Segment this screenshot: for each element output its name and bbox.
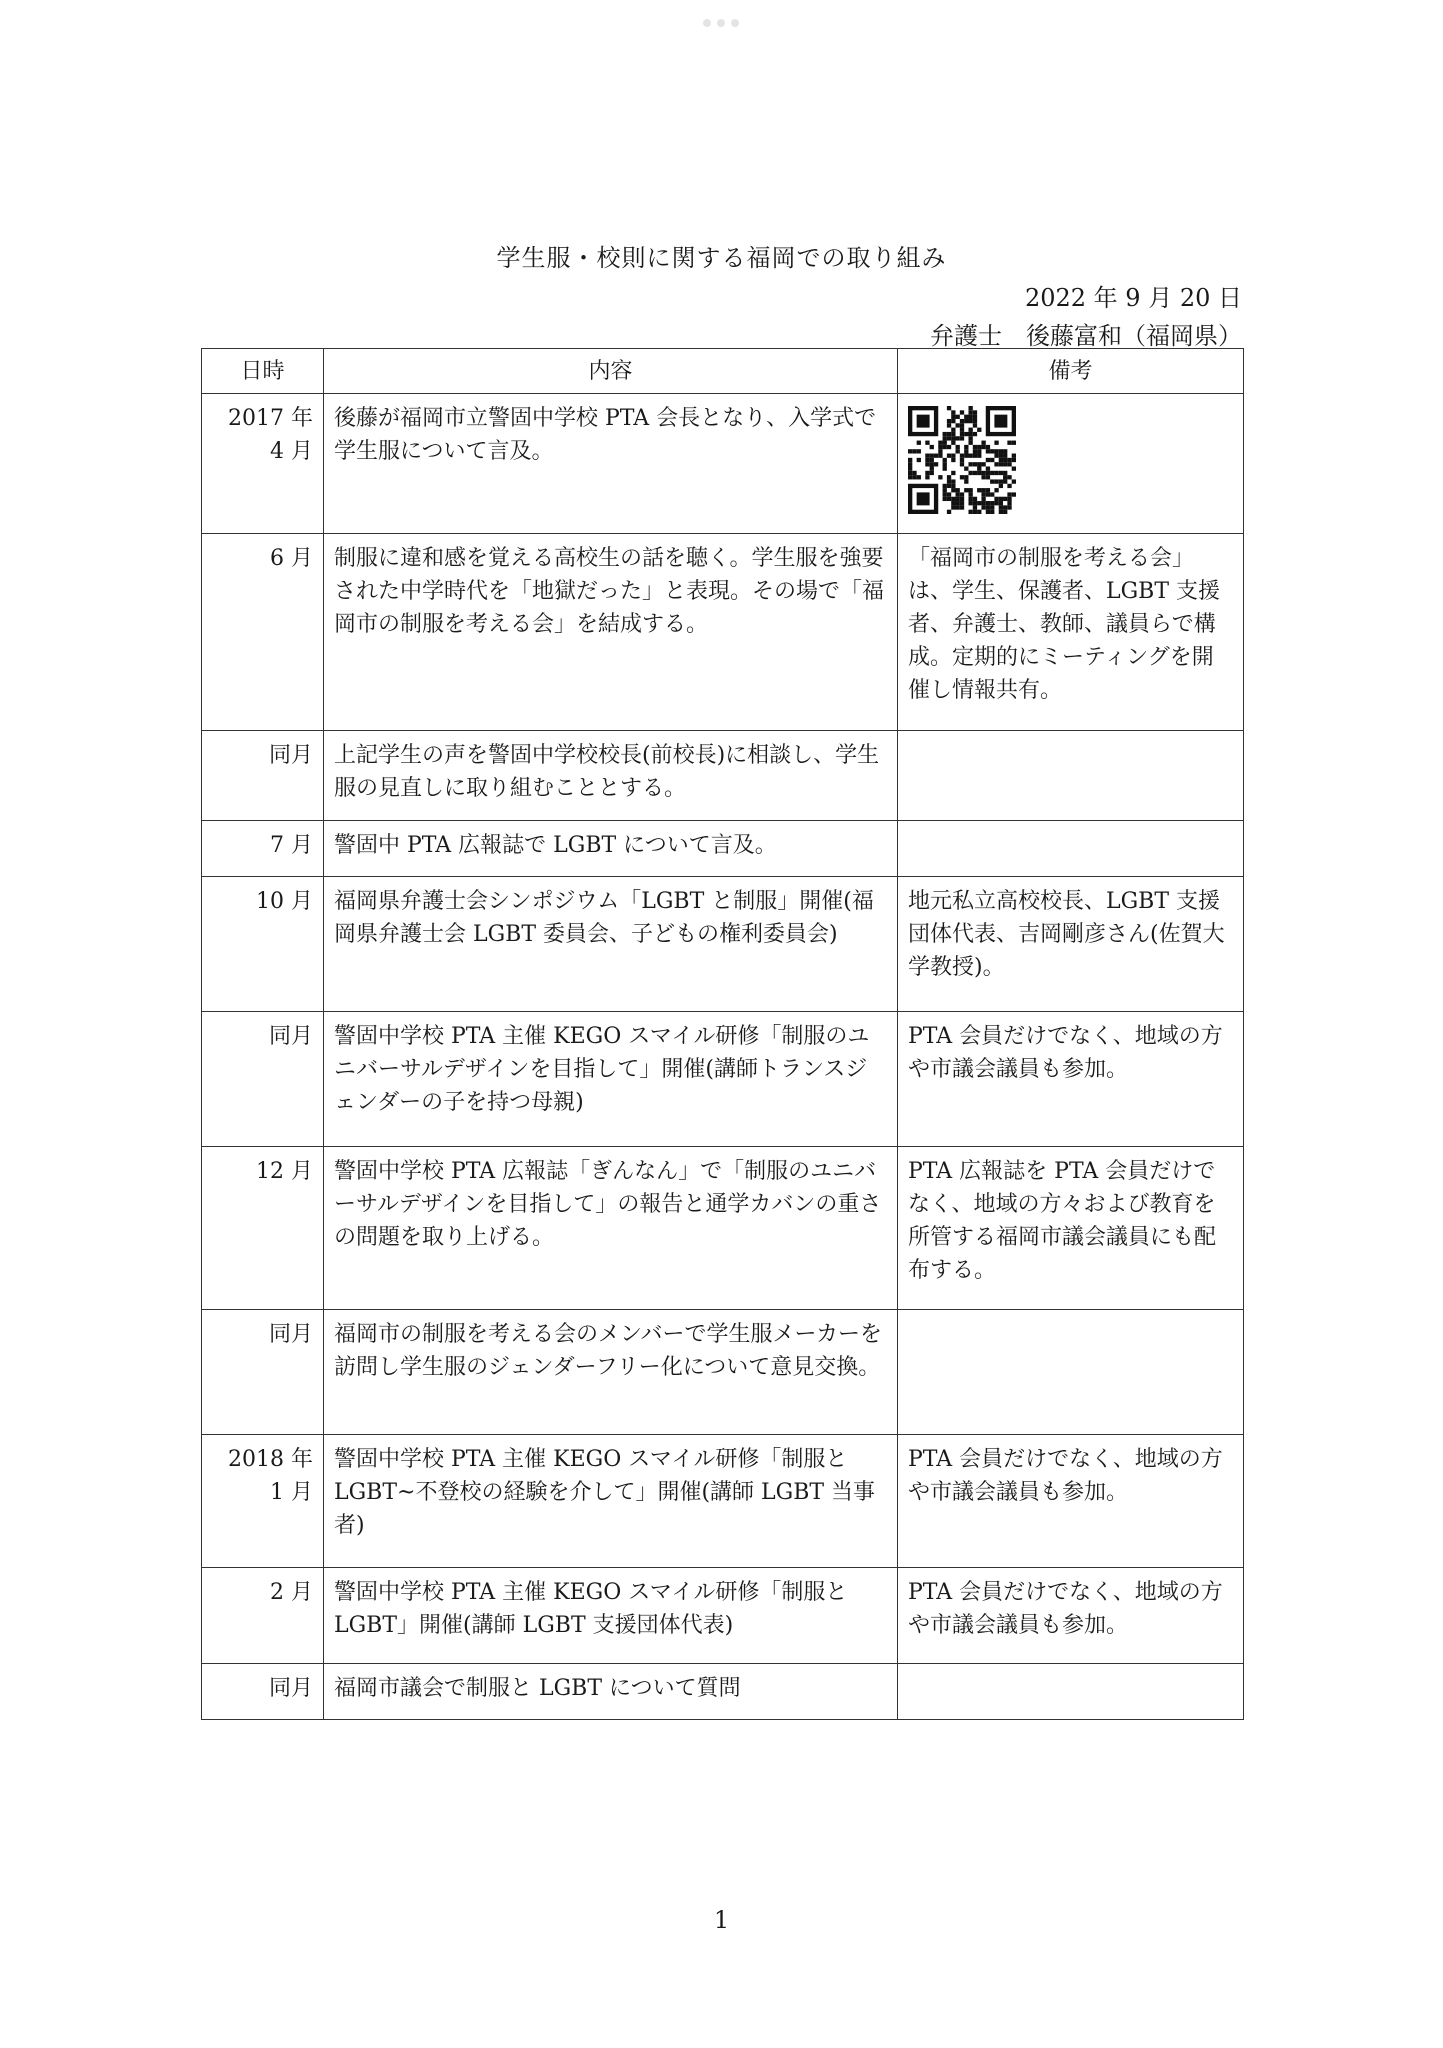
row-note: PTA 会員だけでなく、地域の方や市議会議員も参加。 — [898, 1012, 1244, 1147]
table-row — [202, 1568, 1244, 1664]
page-number: 1 — [713, 1906, 730, 1934]
page-indicator-dots — [703, 19, 739, 27]
table-row — [202, 1310, 1244, 1435]
header-date: 日時 — [202, 349, 324, 394]
row-date: 同月 — [202, 731, 324, 821]
row-content: 後藤が福岡市立警固中学校 PTA 会長となり、入学式で学生服について言及。 — [324, 394, 898, 534]
row-content: 上記学生の声を警固中学校校長(前校長)に相談し、学生服の見直しに取り組むこととする。 — [324, 731, 898, 821]
row-date: 2 月 — [202, 1568, 324, 1664]
table-row — [202, 1664, 1244, 1720]
row-content: 警固中学校 PTA 広報誌「ぎんなん」で「制服のユニバーサルデザインを目指して」の報告と通学カバンの重さの問題を取り上げる。 — [324, 1147, 898, 1310]
row-note — [898, 821, 1244, 877]
row-content: 制服に違和感を覚える高校生の話を聴く。学生服を強要された中学時代を「地獄だった」と表現。その場で「福岡市の制服を考える会」を結成する。 — [324, 534, 898, 731]
timeline-table — [201, 348, 1244, 1720]
row-content: 警固中 PTA 広報誌で LGBT について言及。 — [324, 821, 898, 877]
row-note — [898, 1664, 1244, 1720]
row-date: 同月 — [202, 1664, 324, 1720]
row-content: 福岡県弁護士会シンポジウム「LGBT と制服」開催(福岡県弁護士会 LGBT 委員会、子どもの権利委員会) — [324, 877, 898, 1012]
row-note — [898, 394, 1244, 534]
row-content: 福岡市議会で制服と LGBT について質問 — [324, 1664, 898, 1720]
row-note: PTA 会員だけでなく、地域の方や市議会議員も参加。 — [898, 1568, 1244, 1664]
table-row — [202, 394, 1244, 534]
row-date: 2017 年 4 月 — [202, 394, 324, 534]
header-notes: 備考 — [898, 349, 1244, 394]
table-row — [202, 1147, 1244, 1310]
table-row — [202, 1012, 1244, 1147]
row-note — [898, 731, 1244, 821]
table-row — [202, 534, 1244, 731]
table-row — [202, 731, 1244, 821]
table-row — [202, 821, 1244, 877]
table-row — [202, 877, 1244, 1012]
row-content: 警固中学校 PTA 主催 KEGO スマイル研修「制服のユニバーサルデザインを目指して」開催(講師トランスジェンダーの子を持つ母親) — [324, 1012, 898, 1147]
row-date: 7 月 — [202, 821, 324, 877]
row-content: 警固中学校 PTA 主催 KEGO スマイル研修「制服と LGBT」開催(講師 LGBT 支援団体代表) — [324, 1568, 898, 1664]
header-content: 内容 — [324, 349, 898, 394]
row-date: 12 月 — [202, 1147, 324, 1310]
row-date: 2018 年 1 月 — [202, 1435, 324, 1568]
document-date: 2022 年 9 月 20 日 — [1024, 284, 1242, 312]
document-title: 学生服・校則に関する福岡での取り組み — [496, 244, 947, 272]
row-content: 警固中学校 PTA 主催 KEGO スマイル研修「制服と LGBT~不登校の経験を介して」開催(講師 LGBT 当事者) — [324, 1435, 898, 1568]
row-date: 同月 — [202, 1310, 324, 1435]
row-content: 福岡市の制服を考える会のメンバーで学生服メーカーを訪問し学生服のジェンダーフリー化について意見交換。 — [324, 1310, 898, 1435]
document-author: 弁護士 後藤富和（福岡県） — [930, 322, 1242, 350]
row-date: 同月 — [202, 1012, 324, 1147]
row-note — [898, 1310, 1244, 1435]
row-note: PTA 会員だけでなく、地域の方や市議会議員も参加。 — [898, 1435, 1244, 1568]
table-row — [202, 1435, 1244, 1568]
row-note: 「福岡市の制服を考える会」は、学生、保護者、LGBT 支援者、弁護士、教師、議員らで構成。定期的にミーティングを開催し情報共有。 — [898, 534, 1244, 731]
table-header-row — [202, 349, 1244, 394]
qr-code-icon — [908, 406, 1016, 514]
row-date: 6 月 — [202, 534, 324, 731]
row-note: 地元私立高校校長、LGBT 支援団体代表、吉岡剛彦さん(佐賀大学教授)。 — [898, 877, 1244, 1012]
row-note: PTA 広報誌を PTA 会員だけでなく、地域の方々および教育を所管する福岡市議会議員にも配布する。 — [898, 1147, 1244, 1310]
row-date: 10 月 — [202, 877, 324, 1012]
